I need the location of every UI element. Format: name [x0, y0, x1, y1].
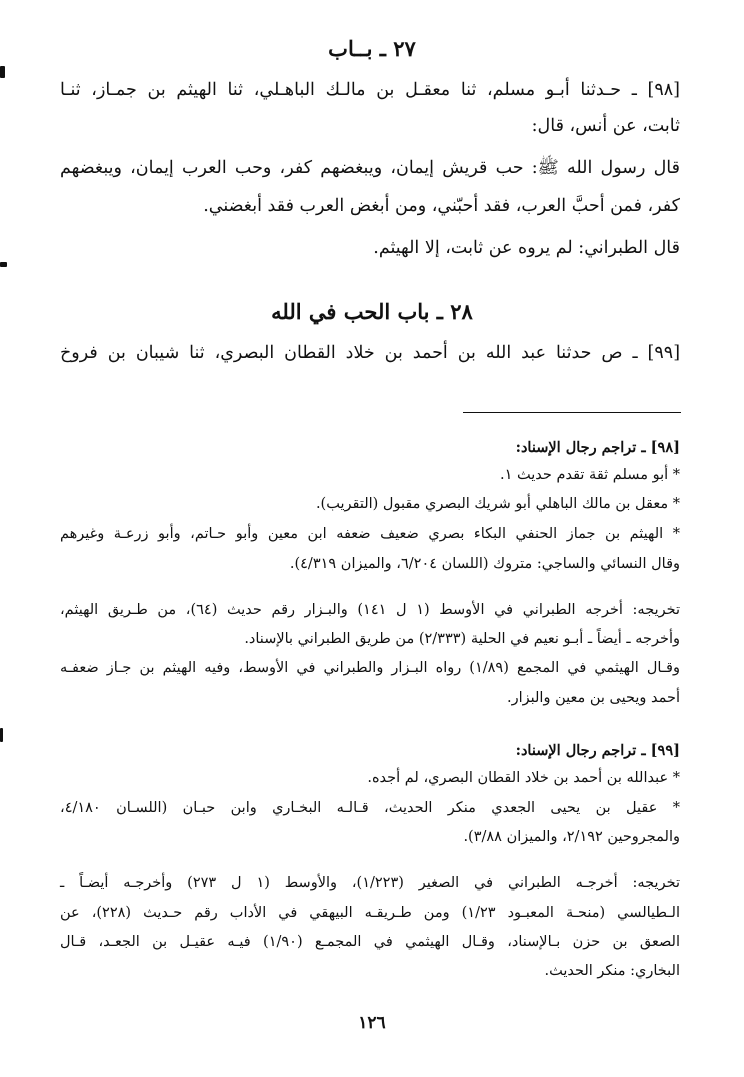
notes-99-takhrij-4: البخاري: منكر الحديث. [544, 963, 680, 979]
hadith-98-line-1: [٩٨] ـ حـدثنا أبـو مسلم، ثنا معقـل بن مالـك الباهـلي، ثنا الهيثم بن جمـاز، ثنـا [60, 80, 680, 100]
notes-98-narrator-3-cont: وقال النسائي والساجي: متروك (اللسان ٦/٢٠٤، والميزان ٤/٣١٩). [289, 556, 680, 572]
page-number: ١٢٦ [358, 1013, 386, 1033]
notes-98-narrator-2: * معقل بن مالك الباهلي أبو شريك البصري مقبول (التقريب). [315, 496, 680, 512]
notes-99-takhrij-1: تخريجه: أخرجـه الطبراني في الصغير (١/٢٢٣)، والأوسط (١ ل ٢٧٣) وأخرجـه أيضـاً ـ [60, 875, 680, 891]
notes-98-takhrij-4: أحمد ويحيى بن معين والبزار. [507, 690, 680, 706]
notes-98-heading: [٩٨] ـ تراجم رجال الإسناد: [515, 439, 680, 456]
notes-98-takhrij-1: تخريجه: أخرجه الطبراني في الأوسط (١ ل ١٤١) والبـزار رقم حديث (٦٤)، من طـريق الهيثم، [60, 602, 680, 618]
notes-98-takhrij-3: وقـال الهيثمي في المجمع (١/٨٩) رواه البـزار والطبراني في الأوسط، وفيه الهيثم بن جـاز ضعفـه [60, 660, 680, 676]
notes-99-narrator-2: * عقيل بن يحيى الجعدي منكر الحديث، قـالـه البخـاري وابن حبـان (اللسـان ٤/١٨٠، [60, 800, 680, 816]
notes-99-narrator-1: * عبدالله بن أحمد بن خلاد القطان البصري، لم أجده. [367, 770, 680, 786]
scan-mark [0, 262, 7, 267]
notes-99-takhrij-2: الـطيالسي (منحـة المعبـود ١/٢٣) ومن طـريقـه البيهقي في الأداب رقم حـديث (٢٢٨)، عن [60, 905, 680, 921]
hadith-98-line-3: قال رسول الله ﷺ: حب قريش إيمان، ويبغضهم كفر، وحب العرب إيمان، ويبغضهم [60, 158, 680, 178]
chapter-28-heading: ٢٨ ـ باب الحب في الله [271, 299, 473, 324]
footnote-separator [463, 412, 681, 413]
hadith-99-line-1: [٩٩] ـ ص حدثنا عبد الله بن أحمد بن خلاد القطان البصري، ثنا شيبان بن فروخ [60, 343, 681, 363]
scan-mark [0, 728, 3, 742]
hadith-98-line-5: قال الطبراني: لم يروه عن ثابت، إلا الهيثم. [373, 238, 680, 258]
notes-99-takhrij-3: الصعق بن حزن بـالإسناد، وقـال الهيثمي في المجمـع (١/٩٠) فيـه عقيـل بن الجعـد، قـال [60, 934, 681, 950]
hadith-98-line-4: كفر، فمن أحبَّ العرب، فقد أحبّني، ومن أبغض العرب فقد أبغضني. [203, 196, 680, 216]
notes-98-narrator-1: * أبو مسلم ثقة تقدم حديث ١. [500, 467, 680, 483]
notes-98-takhrij-2: وأخرجه ـ أيضاً ـ أبـو نعيم في الحلية (٢/٣٣٣) من طريق الطبراني بالإسناد. [244, 631, 680, 647]
hadith-98-line-2: ثابت، عن أنس، قال: [531, 116, 680, 136]
chapter-27-heading: ٢٧ ـ بــاب [328, 36, 416, 61]
scan-mark [0, 66, 5, 78]
notes-99-narrator-2-cont: والمجروحين ٢/١٩٢، والميزان ٣/٨٨). [463, 829, 680, 845]
notes-99-heading: [٩٩] ـ تراجم رجال الإسناد: [515, 742, 680, 759]
notes-98-narrator-3: * الهيثم بن جماز الحنفي البكاء بصري ضعيف ضعفه ابن معين وأبو حـاتم، وأبو زرعـة وغيرهم [60, 526, 680, 542]
